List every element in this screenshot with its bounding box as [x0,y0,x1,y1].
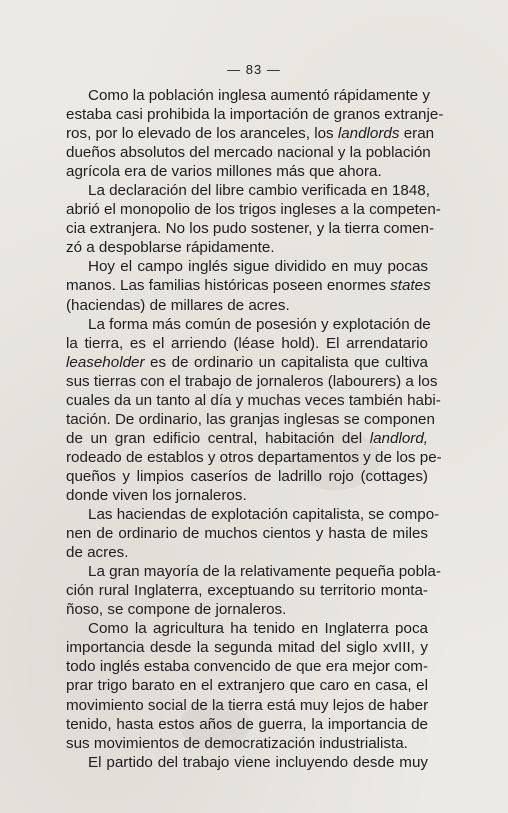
text-run: El partido del trabajo viene incluyendo desde muy [88,753,428,771]
text-line [66,257,428,276]
text-line [66,238,428,257]
text-run: dueños absolutos del mercado nacional y la población [66,144,431,162]
text-run: de un gran edificio central, habitación del [66,429,370,447]
italic-term: landlords [337,125,400,143]
text-run: agrícola era de varios millones más que ahora. [66,163,382,181]
text-line [66,86,428,105]
text-line [66,372,438,391]
text-line [66,448,442,467]
text-run: manos. Las familias históricas poseen enormes [66,277,391,295]
text-line [66,315,431,334]
text-line [66,619,428,638]
text-line [66,600,428,619]
text-run: eran [399,125,435,143]
text-line [66,429,428,448]
text-run: tación. De ordinario, las granjas inglesas se componen [66,410,435,428]
text-line [66,562,441,581]
italic-term: states [390,277,431,295]
text-line [66,524,428,543]
text-line [66,391,441,410]
text-run: La declaración del libre cambio verificada en 1848, [88,182,430,200]
text-line [66,334,428,353]
text-run: ción rural Inglaterra, exceptuando su territorio monta- [66,582,428,600]
text-run: (haciendas) de millares de acres. [66,296,290,314]
text-run: Las haciendas de explotación capitalista, se compo- [88,506,440,524]
text-run: cia extranjera. No los pudo sostener, y la tierra comen- [66,220,435,238]
text-run: zó a despoblarse rápidamente. [66,239,275,257]
text-line [66,657,428,676]
text-run: todo inglés estaba convencido de que era mejor com- [66,658,428,676]
text-run: Como la población inglesa aumentó rápidamente y [88,87,430,104]
text-run: cuales da un tanto al día y muchas veces también habi- [66,391,441,409]
text-run: queños y limpios caseríos de ladrillo rojo (cottages) [66,467,428,485]
text-line [66,353,428,372]
text-line [66,410,435,429]
text-line [66,486,428,505]
text-line [66,276,431,295]
text-line [66,753,428,772]
text-run: ros, por lo elevado de los aranceles, los [66,125,338,143]
text-line [66,143,431,162]
text-run: es de ordinario un capitalista que cultiva [144,353,428,371]
text-run: Como la agricultura ha tenido en Inglaterra poca [88,620,428,638]
text-run: tenido, hasta estos años de guerra, la importancia de [66,715,428,733]
text-line [66,581,428,600]
text-run: donde viven los jornaleros. [66,486,247,504]
text-run: Hoy el campo inglés sigue dividido en muy pocas [88,258,428,276]
text-run: de acres. [66,544,129,562]
italic-term: leaseholder [66,353,145,371]
text-line [66,638,428,657]
text-line [66,105,444,124]
text-run: sus tierras con el trabajo de jornaleros (labourers) a los [66,372,438,390]
text-run: abrió el monopolio de los trigos ingleses a la competen- [66,201,441,219]
text-run: ñoso, se compone de jornaleros. [66,601,287,619]
italic-term: landlord, [369,429,428,447]
text-run: estaba casi prohibida la importación de granos extranje- [66,106,444,124]
text-line [66,696,428,715]
text-run: nen de ordinario de muchos cientos y hasta de miles [66,525,428,543]
text-run: importancia desde la segunda mitad del siglo xvIII, y [66,639,428,657]
text-line [66,734,428,753]
text-line [66,200,441,219]
text-run: La forma más común de posesión y explotación de [88,315,431,333]
text-line [66,296,428,315]
body-text [66,86,444,772]
text-line [66,124,435,143]
text-run: prar trigo barato en el extranjero que caro en casa, el [66,677,428,695]
text-run: sus movimientos de democratización industrialista. [66,734,408,752]
text-line [66,505,440,524]
text-run: movimiento social de la tierra está muy lejos de haber [66,696,429,714]
text-line [66,676,428,695]
text-line [66,715,428,734]
text-run: La gran mayoría de la relativamente pequeña pobla- [88,563,441,581]
text-line [66,543,428,562]
text-line [66,219,435,238]
text-line [66,162,428,181]
text-line [66,181,428,200]
text-run: rodeado de establos y otros departamentos y de los pe- [66,448,442,466]
page-number: — 83 — [227,62,281,77]
text-run: la tierra, es el arriendo (léase hold). El arrendatario [66,334,428,352]
text-line [66,467,428,486]
